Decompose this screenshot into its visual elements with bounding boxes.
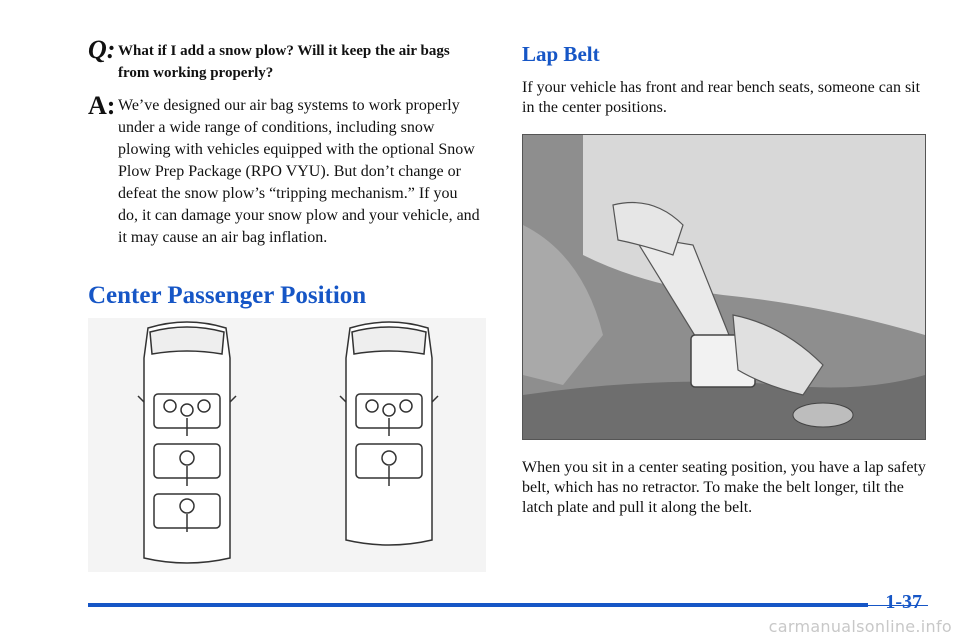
question-text: What if I add a snow plow? Will it keep the air bags from working properly? [118,43,450,81]
watermark: carmanualsonline.info [768,617,952,636]
answer-mark: A: [88,91,116,120]
vehicle-three-rows [138,322,236,563]
answer-text: We’ve designed our air bag systems to work properly under a wide range of conditions, including snow plowing with vehicles equipped with the optional Snow Plow Prep Package (RPO VYU). But don’t change or defeat the snow plow’s “tripping mechanism.” If you do, it can damage your snow plow and your vehicle, and it may cause an air bag inflation. [118,97,480,246]
center-passenger-heading: Center Passenger Position [88,282,367,309]
vehicle-diagram-svg [88,318,486,572]
lap-belt-intro-block [522,40,926,118]
question-mark: Q: [88,35,116,64]
lap-belt-photo [522,134,926,440]
lap-belt-intro: If your vehicle has front and rear bench seats, someone can sit in the center positions. [522,79,921,116]
page-number: 1-37 [885,591,922,613]
answer-row [88,91,480,249]
lap-belt-body-block [522,458,926,518]
lap-belt-heading: Lap Belt [522,42,600,66]
lap-belt-illustration [523,135,925,439]
lap-belt-body: When you sit in a center seating position, you have a lap safety belt, which has no retractor. To make the belt longer, tilt the latch plate and pull it along the belt. [522,459,926,516]
vehicle-two-rows [340,322,438,545]
footer-rule [88,603,868,607]
vehicle-seating-diagram [88,318,486,572]
qa-block [88,35,480,249]
question-row [88,35,480,84]
